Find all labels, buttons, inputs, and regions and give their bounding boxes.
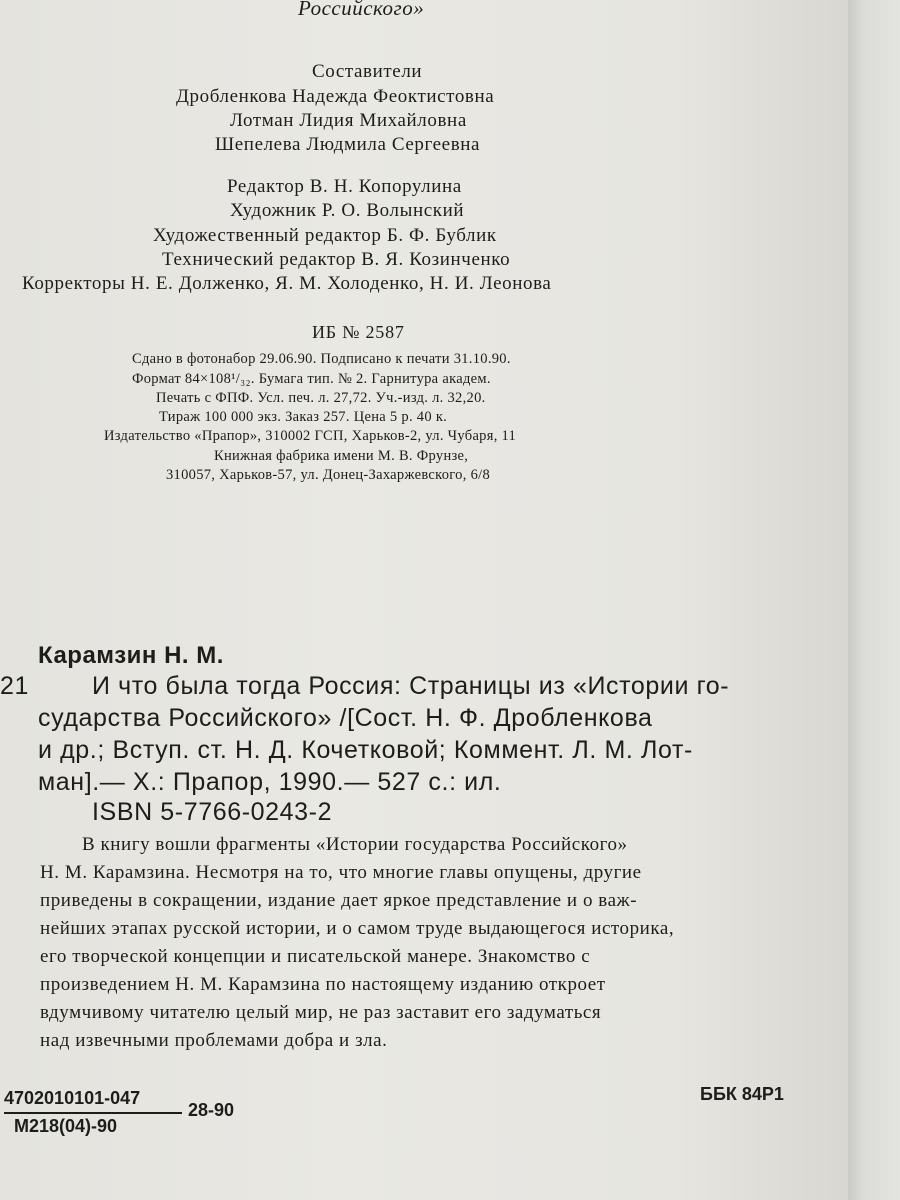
imprint-line: Сдано в фотонабор 29.06.90. Подписано к печати 31.10.90. xyxy=(132,351,511,367)
code-suffix: 28-90 xyxy=(188,1100,235,1120)
code-numerator: 4702010101-047 xyxy=(4,1088,141,1108)
compilers-label: Составители xyxy=(312,61,423,82)
imprint-line: Издательство «Прапор», 310002 ГСП, Харьков-2, ул. Чубаря, 11 xyxy=(104,428,517,444)
imprint-line: Книжная фабрика имени М. В. Фрунзе, xyxy=(214,448,469,464)
compiler-name: Дробленкова Надежда Феоктистовна xyxy=(176,86,495,107)
annotation-line: его творческой концепции и писательской манере. Знакомство с xyxy=(40,946,591,967)
artist-credit: Художник Р. О. Волынский xyxy=(230,200,465,221)
ib-number: ИБ № 2587 xyxy=(312,322,405,342)
biblio-line: ман].— Х.: Прапор, 1990.— 527 с.: ил. xyxy=(38,768,502,796)
biblio-line: и др.; Вступ. ст. Н. Д. Кочетковой; Коммент. Л. М. Лот- xyxy=(38,736,693,764)
tech-editor-credit: Технический редактор В. Я. Козинченко xyxy=(162,249,511,270)
compiler-name: Лотман Лидия Михайловна xyxy=(230,110,467,131)
proofreaders-credit: Корректоры Н. Е. Долженко, Я. М. Холоденко, Н. И. Леонова xyxy=(22,273,552,294)
annotation-line: нейших этапах русской истории, и о самом труде выдающегося историка, xyxy=(40,918,675,939)
bbk-code: ББК 84Р1 xyxy=(700,1084,784,1104)
author-heading: Карамзин Н. М. xyxy=(38,642,224,669)
art-editor-credit: Художественный редактор Б. Ф. Бублик xyxy=(153,225,497,246)
page-edge xyxy=(848,0,900,1200)
code-denominator: М218(04)-90 xyxy=(14,1116,118,1136)
imprint-line: Печать с ФПФ. Усл. печ. л. 27,72. Уч.-изд. л. 32,20. xyxy=(156,390,486,406)
annotation-line: вдумчивому читателю целый мир, не раз заставит его задуматься xyxy=(40,1002,602,1023)
annotation-line: произведением Н. М. Карамзина по настоящему изданию откроет xyxy=(40,974,606,995)
isbn: ISBN 5-7766-0243-2 xyxy=(92,798,333,826)
compiler-name: Шепелева Людмила Сергеевна xyxy=(215,134,481,155)
annotation-line: приведены в сокращении, издание дает яркое представление и о важ- xyxy=(40,890,638,911)
fraction-rule xyxy=(4,1112,182,1114)
index-fragment: 21 xyxy=(0,672,30,700)
imprint-line: Тираж 100 000 экз. Заказ 257. Цена 5 р. 40 к. xyxy=(159,409,448,425)
biblio-line: сударства Российского» /[Сост. Н. Ф. Дробленкова xyxy=(38,704,653,732)
imprint-line: 310057, Харьков-57, ул. Донец-Захаржевского, 6/8 xyxy=(166,467,491,483)
annotation-line: В книгу вошли фрагменты «Истории государства Российского» xyxy=(82,834,628,855)
annotation-line: Н. М. Карамзина. Несмотря на то, что многие главы опущены, другие xyxy=(40,862,642,883)
biblio-line: И что была тогда Россия: Страницы из «Истории го- xyxy=(92,672,730,700)
imprint-line: Формат 84×108¹/₃₂. Бумага тип. № 2. Гарнитура академ. xyxy=(132,371,491,387)
editor-credit: Редактор В. Н. Копорулина xyxy=(227,176,462,197)
annotation-line: над извечными проблемами добра и зла. xyxy=(40,1030,388,1051)
header-fragment: Российского» xyxy=(298,0,425,20)
